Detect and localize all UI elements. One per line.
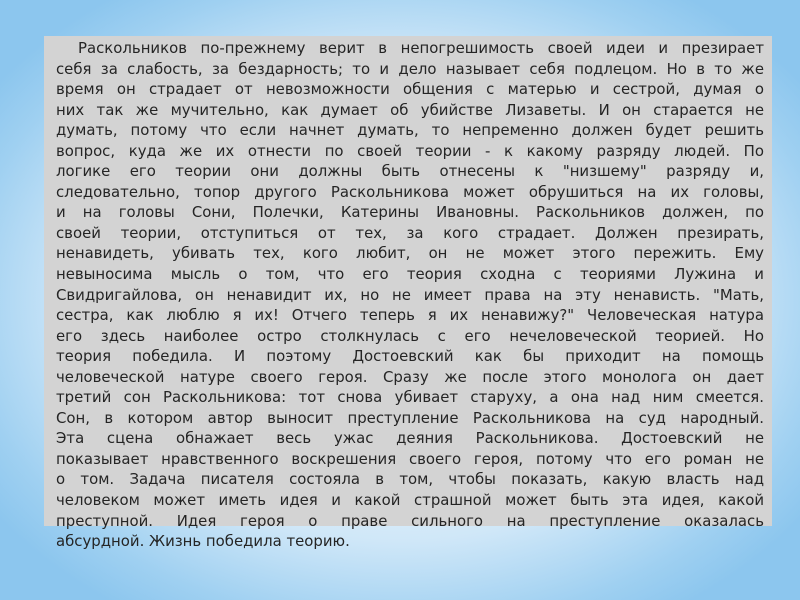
text-line: человеком может иметь идея и какой страшной может быть эта идея, какой: [56, 491, 764, 510]
text-line: время он страдает от невозможности общения с матерью и сестрой, думая о: [56, 80, 764, 99]
text-line: Сон, в котором автор выносит преступление Раскольникова на суд народный.: [56, 408, 764, 427]
text-line: невыносима мысль о том, что его теория сходна с теориями Лужина и: [56, 265, 764, 284]
text-line: Раскольников по-прежнему верит в непогрешимость своей идеи и презирает: [78, 39, 764, 57]
text-line: и на головы Сони, Полечки, Катерины Ивановны. Раскольников должен, по: [56, 203, 764, 222]
text-line: следовательно, топор другого Раскольникова может обрушиться на их головы,: [56, 182, 764, 201]
body-paragraph: [56, 38, 764, 552]
text-line: его здесь наиболее остро столкнулась с его нечеловеческой теорией. Но: [56, 326, 764, 345]
text-line: преступной. Идея героя о праве сильного на преступление оказалась: [56, 511, 764, 530]
text-line: себя за слабость, за бездарность; то и дело называет себя подлецом. Но в то же: [56, 59, 764, 78]
text-line: Свидригайлова, он ненавидит их, но не имеет права на эту ненависть. "Мать,: [56, 285, 764, 304]
text-line: теория победила. И поэтому Достоевский как бы приходит на помощь: [56, 347, 764, 366]
text-line: думать, потому что если начнет думать, то непременно должен будет решить: [56, 121, 764, 140]
text-line: логике его теории они должны быть отнесены к "низшему" разряду и,: [56, 162, 764, 181]
text-line: них так же мучительно, как думает об убийстве Лизаветы. И он старается не: [56, 100, 764, 119]
text-line: ненавидеть, убивать тех, кого любит, он не может этого пережить. Ему: [56, 244, 764, 263]
text-line: Эта сцена обнажает весь ужас деяния Раскольникова. Достоевский не: [56, 429, 764, 448]
text-line: своей теории, отступиться от тех, за кого страдает. Должен презирать,: [56, 223, 764, 242]
text-line: третий сон Раскольникова: тот снова убивает старуху, а она над ним смеется.: [56, 388, 764, 407]
text-line: абсурдной. Жизнь победила теорию.: [56, 532, 350, 551]
text-line: о том. Задача писателя состояла в том, чтобы показать, какую власть над: [56, 470, 764, 489]
text-line: сестра, как люблю я их! Отчего теперь я их ненавижу?" Человеческая натура: [56, 306, 764, 325]
text-line: показывает нравственного воскрешения своего героя, потому что его роман не: [56, 449, 764, 468]
text-line: вопрос, куда же их отнести по своей теории - к какому разряду людей. По: [56, 141, 764, 160]
text-line: человеческой натуре своего героя. Сразу же после этого монолога он дает: [56, 367, 764, 386]
